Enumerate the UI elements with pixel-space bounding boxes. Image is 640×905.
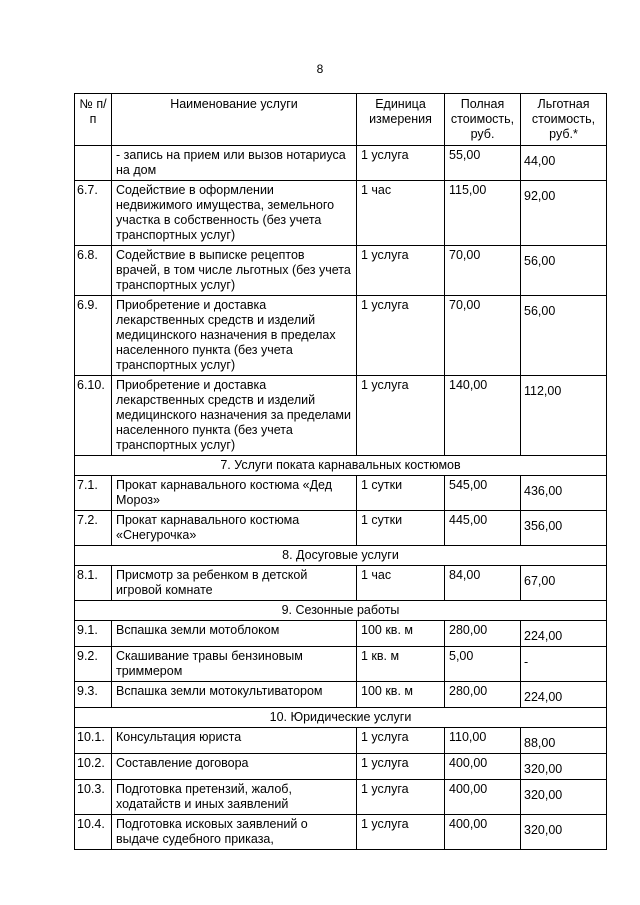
- discount-price: -: [521, 647, 607, 682]
- full-price: 400,00: [445, 754, 521, 780]
- service-name: Прокат карнавального костюма «Снегурочка»: [112, 511, 357, 546]
- table-row: [75, 780, 607, 815]
- service-name: Вспашка земли мотокультиватором: [112, 682, 357, 708]
- row-number: 9.1.: [75, 621, 112, 647]
- table-row: [75, 754, 607, 780]
- discount-price: 92,00: [521, 181, 607, 246]
- discount-price: 436,00: [521, 476, 607, 511]
- header-discount-price: Льготная стоимость, руб.*: [521, 94, 607, 146]
- section-row: [75, 546, 607, 566]
- full-price: 280,00: [445, 682, 521, 708]
- row-number: 7.2.: [75, 511, 112, 546]
- full-price: 70,00: [445, 246, 521, 296]
- unit-of-measure: 1 услуга: [357, 246, 445, 296]
- unit-of-measure: 1 услуга: [357, 728, 445, 754]
- row-number: 10.2.: [75, 754, 112, 780]
- unit-of-measure: 1 сутки: [357, 476, 445, 511]
- service-name: - запись на прием или вызов нотариуса на дом: [112, 146, 357, 181]
- table-row: [75, 647, 607, 682]
- unit-of-measure: 1 услуга: [357, 815, 445, 850]
- service-name: Подготовка исковых заявлений о выдаче судебного приказа,: [112, 815, 357, 850]
- unit-of-measure: 1 услуга: [357, 296, 445, 376]
- unit-of-measure: 100 кв. м: [357, 682, 445, 708]
- unit-of-measure: 1 услуга: [357, 146, 445, 181]
- discount-price: 224,00: [521, 621, 607, 647]
- section-row: [75, 456, 607, 476]
- service-name: Подготовка претензий, жалоб, ходатайств и иных заявлений: [112, 780, 357, 815]
- header-full-price: Полная стоимость, руб.: [445, 94, 521, 146]
- discount-price: 320,00: [521, 780, 607, 815]
- full-price: 140,00: [445, 376, 521, 456]
- table-row: [75, 296, 607, 376]
- row-number: 8.1.: [75, 566, 112, 601]
- table-row: [75, 511, 607, 546]
- service-name: Приобретение и доставка лекарственных средств и изделий медицинского назначения в пределах населенного пункта (без учета транспортных услуг): [112, 296, 357, 376]
- row-number: 9.3.: [75, 682, 112, 708]
- full-price: 400,00: [445, 780, 521, 815]
- row-number: 7.1.: [75, 476, 112, 511]
- section-title: 9. Сезонные работы: [75, 601, 607, 621]
- unit-of-measure: 1 час: [357, 181, 445, 246]
- full-price: 55,00: [445, 146, 521, 181]
- discount-price: 56,00: [521, 246, 607, 296]
- table-row: [75, 621, 607, 647]
- full-price: 400,00: [445, 815, 521, 850]
- header-name: Наименование услуги: [112, 94, 357, 146]
- table-body: [75, 146, 607, 850]
- discount-price: 44,00: [521, 146, 607, 181]
- unit-of-measure: 1 услуга: [357, 780, 445, 815]
- unit-of-measure: 1 услуга: [357, 754, 445, 780]
- service-name: Содействие в выписке рецептов врачей, в том числе льготных (без учета транспортных услуг): [112, 246, 357, 296]
- discount-price: 224,00: [521, 682, 607, 708]
- service-name: Скашивание травы бензиновым триммером: [112, 647, 357, 682]
- row-number: 10.1.: [75, 728, 112, 754]
- service-name: Консультация юриста: [112, 728, 357, 754]
- service-name: Присмотр за ребенком в детской игровой комнате: [112, 566, 357, 601]
- row-number: 10.3.: [75, 780, 112, 815]
- table-header-row: [75, 94, 607, 146]
- table-row: [75, 728, 607, 754]
- unit-of-measure: 1 кв. м: [357, 647, 445, 682]
- full-price: 545,00: [445, 476, 521, 511]
- row-number: 6.7.: [75, 181, 112, 246]
- header-num: № п/п: [75, 94, 112, 146]
- service-name: Вспашка земли мотоблоком: [112, 621, 357, 647]
- table-row: [75, 476, 607, 511]
- section-title: 7. Услуги поката карнавальных костюмов: [75, 456, 607, 476]
- service-name: Приобретение и доставка лекарственных средств и изделий медицинского назначения за пределами населенного пункта (без учета транспортных услуг): [112, 376, 357, 456]
- section-row: [75, 708, 607, 728]
- table-row: [75, 246, 607, 296]
- table-row: [75, 815, 607, 850]
- header-unit: Единица измерения: [357, 94, 445, 146]
- row-number: 6.8.: [75, 246, 112, 296]
- discount-price: 56,00: [521, 296, 607, 376]
- section-row: [75, 601, 607, 621]
- discount-price: 112,00: [521, 376, 607, 456]
- section-title: 8. Досуговые услуги: [75, 546, 607, 566]
- full-price: 110,00: [445, 728, 521, 754]
- table-row: [75, 566, 607, 601]
- table-row: [75, 682, 607, 708]
- full-price: 84,00: [445, 566, 521, 601]
- service-name: Прокат карнавального костюма «Дед Мороз»: [112, 476, 357, 511]
- row-number: [75, 146, 112, 181]
- discount-price: 67,00: [521, 566, 607, 601]
- service-name: Составление договора: [112, 754, 357, 780]
- unit-of-measure: 1 сутки: [357, 511, 445, 546]
- unit-of-measure: 1 час: [357, 566, 445, 601]
- full-price: 115,00: [445, 181, 521, 246]
- price-table: [74, 93, 607, 850]
- page-number: 8: [316, 62, 324, 76]
- row-number: 9.2.: [75, 647, 112, 682]
- unit-of-measure: 1 услуга: [357, 376, 445, 456]
- table-row: [75, 146, 607, 181]
- full-price: 445,00: [445, 511, 521, 546]
- row-number: 10.4.: [75, 815, 112, 850]
- section-title: 10. Юридические услуги: [75, 708, 607, 728]
- row-number: 6.10.: [75, 376, 112, 456]
- discount-price: 356,00: [521, 511, 607, 546]
- full-price: 70,00: [445, 296, 521, 376]
- table-row: [75, 376, 607, 456]
- discount-price: 88,00: [521, 728, 607, 754]
- service-name: Содействие в оформлении недвижимого имущества, земельного участка в собственность (без учета транспортных услуг): [112, 181, 357, 246]
- full-price: 280,00: [445, 621, 521, 647]
- discount-price: 320,00: [521, 754, 607, 780]
- row-number: 6.9.: [75, 296, 112, 376]
- full-price: 5,00: [445, 647, 521, 682]
- unit-of-measure: 100 кв. м: [357, 621, 445, 647]
- table-row: [75, 181, 607, 246]
- discount-price: 320,00: [521, 815, 607, 850]
